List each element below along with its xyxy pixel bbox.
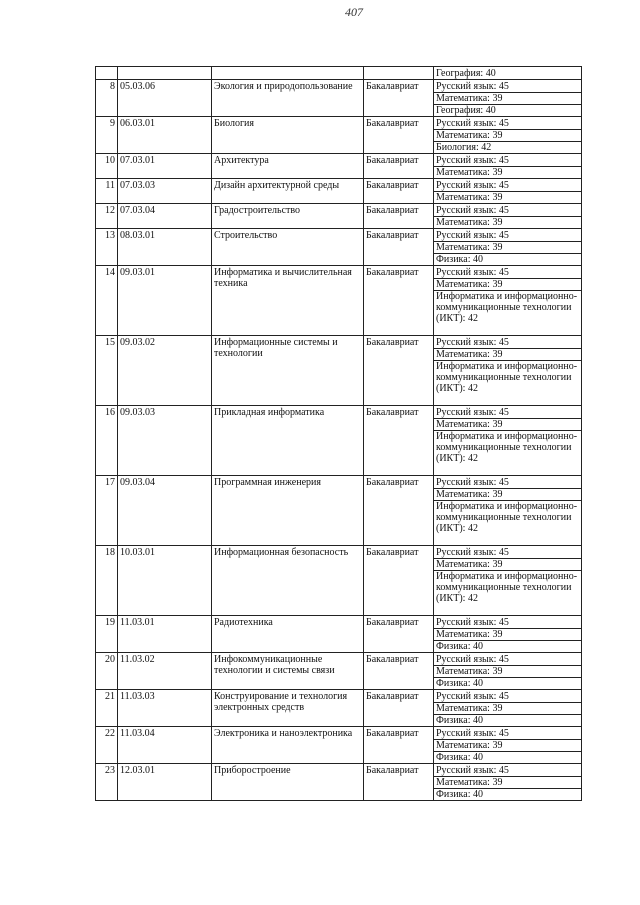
specialty-code: 07.03.03 [118,179,212,204]
specialty-name: Прикладная информатика [212,406,364,476]
row-number: 16 [96,406,118,476]
table-row [96,204,582,229]
subject-score: Русский язык: 45 [434,230,581,242]
education-level: Бакалавриат [364,154,434,179]
subject-score: Русский язык: 45 [434,691,581,703]
specialty-code: 11.03.04 [118,727,212,764]
subject-score: Математика: 39 [434,489,581,501]
subject-score: Математика: 39 [436,192,503,203]
specialty-code: 07.03.01 [118,154,212,179]
subject-score: Математика: 39 [434,740,581,752]
table-row [96,80,582,117]
specialty-name: Электроника и наноэлектроника [212,727,364,764]
specialty-code: 09.03.01 [118,266,212,336]
specialty-name: Биология [212,117,364,154]
table-row [96,616,582,653]
specialty-code: 10.03.01 [118,546,212,616]
subject-score: Математика: 39 [434,279,581,291]
subject-score: Русский язык: 45 [434,547,581,559]
subjects-cell [434,179,582,204]
subjects-cell [434,80,582,117]
row-number: 12 [96,204,118,229]
subjects-cell [434,690,582,727]
specialty-code: 12.03.01 [118,764,212,801]
subject-score: Русский язык: 45 [434,477,581,489]
specialty-name: Программная инженерия [212,476,364,546]
specialty-name: Радиотехника [212,616,364,653]
subject-score: Математика: 39 [434,349,581,361]
subject-score: Математика: 39 [434,777,581,789]
specialty-name: Градостроительство [212,204,364,229]
table-row [96,406,582,476]
subjects-cell [434,117,582,154]
subject-score: Русский язык: 45 [434,728,581,740]
education-level: Бакалавриат [364,117,434,154]
subject-score: Математика: 39 [436,217,503,228]
subject-score: Физика: 40 [436,254,483,265]
specialty-code: 09.03.04 [118,476,212,546]
subject-score: Русский язык: 45 [434,267,581,279]
row-number: 15 [96,336,118,406]
subject-score: Русский язык: 45 [434,407,581,419]
subjects-cell [434,616,582,653]
subject-score: География: 40 [436,68,496,79]
table-row [96,154,582,179]
specialty-code: 11.03.03 [118,690,212,727]
education-level: Бакалавриат [364,727,434,764]
table-row [96,764,582,801]
row-number: 19 [96,616,118,653]
table-row [96,229,582,266]
specialty-name: Экология и природопользование [212,80,364,117]
subject-score: Русский язык: 45 [434,118,581,130]
subject-score: Математика: 39 [434,703,581,715]
specialty-code: 05.03.06 [118,80,212,117]
subject-score: Математика: 39 [434,559,581,571]
subject-score: Информатика и информационно-коммуникационные технологии (ИКТ): 42 [436,361,578,394]
education-level: Бакалавриат [364,690,434,727]
subject-score: География: 40 [436,105,496,116]
specialty-name: Конструирование и технология электронных средств [212,690,364,727]
education-level: Бакалавриат [364,179,434,204]
table-row [96,336,582,406]
subject-score: Физика: 40 [436,715,483,726]
subject-score: Русский язык: 45 [434,337,581,349]
table-row [96,546,582,616]
admission-table [95,66,582,801]
subject-score: Русский язык: 45 [434,617,581,629]
education-level: Бакалавриат [364,476,434,546]
subject-score: Русский язык: 45 [434,205,581,217]
education-level: Бакалавриат [364,80,434,117]
specialty-name: Строительство [212,229,364,266]
specialty-name: Инфокоммуникационные технологии и системы связи [212,653,364,690]
subject-score: Математика: 39 [434,93,581,105]
specialty-name: Дизайн архитектурной среды [212,179,364,204]
subject-score: Физика: 40 [436,678,483,689]
table-row [96,653,582,690]
row-number: 11 [96,179,118,204]
table-row [96,67,582,80]
table-row [96,727,582,764]
subjects-cell [434,154,582,179]
subjects-cell [434,727,582,764]
education-level: Бакалавриат [364,229,434,266]
specialty-name: Информационная безопасность [212,546,364,616]
subject-score: Русский язык: 45 [434,81,581,93]
education-level: Бакалавриат [364,406,434,476]
education-level: Бакалавриат [364,204,434,229]
subject-score: Информатика и информационно-коммуникационные технологии (ИКТ): 42 [436,431,578,464]
specialty-code [118,67,212,80]
table-row [96,266,582,336]
subjects-cell [434,476,582,546]
specialty-name [212,67,364,80]
subject-score: Русский язык: 45 [434,654,581,666]
education-level: Бакалавриат [364,616,434,653]
subject-score: Математика: 39 [434,629,581,641]
table-row [96,690,582,727]
subject-score: Биология: 42 [436,142,492,153]
subject-score: Физика: 40 [436,752,483,763]
specialty-code: 09.03.02 [118,336,212,406]
subject-score: Математика: 39 [434,666,581,678]
subject-score: Русский язык: 45 [434,765,581,777]
row-number: 18 [96,546,118,616]
subjects-cell [434,406,582,476]
education-level: Бакалавриат [364,266,434,336]
row-number: 23 [96,764,118,801]
subject-score: Физика: 40 [436,789,483,800]
table-row [96,179,582,204]
education-level [364,67,434,80]
subjects-cell [434,67,582,80]
subjects-cell [434,764,582,801]
subject-score: Физика: 40 [436,641,483,652]
subject-score: Математика: 39 [436,167,503,178]
specialty-code: 07.03.04 [118,204,212,229]
subject-score: Математика: 39 [434,242,581,254]
specialty-code: 09.03.03 [118,406,212,476]
subjects-cell [434,336,582,406]
subjects-cell [434,546,582,616]
education-level: Бакалавриат [364,336,434,406]
subject-score: Информатика и информационно-коммуникационные технологии (ИКТ): 42 [436,571,578,604]
education-level: Бакалавриат [364,764,434,801]
subject-score: Русский язык: 45 [434,180,581,192]
row-number: 20 [96,653,118,690]
row-number: 13 [96,229,118,266]
specialty-code: 11.03.02 [118,653,212,690]
subject-score: Информатика и информационно-коммуникационные технологии (ИКТ): 42 [436,501,578,534]
subjects-cell [434,266,582,336]
row-number: 10 [96,154,118,179]
row-number: 8 [96,80,118,117]
row-number: 14 [96,266,118,336]
row-number: 9 [96,117,118,154]
specialty-name: Информатика и вычислительная техника [212,266,364,336]
subject-score: Информатика и информационно-коммуникационные технологии (ИКТ): 42 [436,291,578,324]
specialty-name: Приборостроение [212,764,364,801]
specialty-code: 11.03.01 [118,616,212,653]
subjects-cell [434,653,582,690]
page-number: 407 [345,5,363,19]
subjects-cell [434,229,582,266]
row-number [96,67,118,80]
specialty-name: Информационные системы и технологии [212,336,364,406]
specialty-name: Архитектура [212,154,364,179]
subject-score: Математика: 39 [434,130,581,142]
specialty-code: 08.03.01 [118,229,212,266]
table-row [96,117,582,154]
row-number: 22 [96,727,118,764]
subjects-cell [434,204,582,229]
education-level: Бакалавриат [364,546,434,616]
table-row [96,476,582,546]
education-level: Бакалавриат [364,653,434,690]
subject-score: Русский язык: 45 [434,155,581,167]
subject-score: Математика: 39 [434,419,581,431]
row-number: 17 [96,476,118,546]
specialty-code: 06.03.01 [118,117,212,154]
row-number: 21 [96,690,118,727]
